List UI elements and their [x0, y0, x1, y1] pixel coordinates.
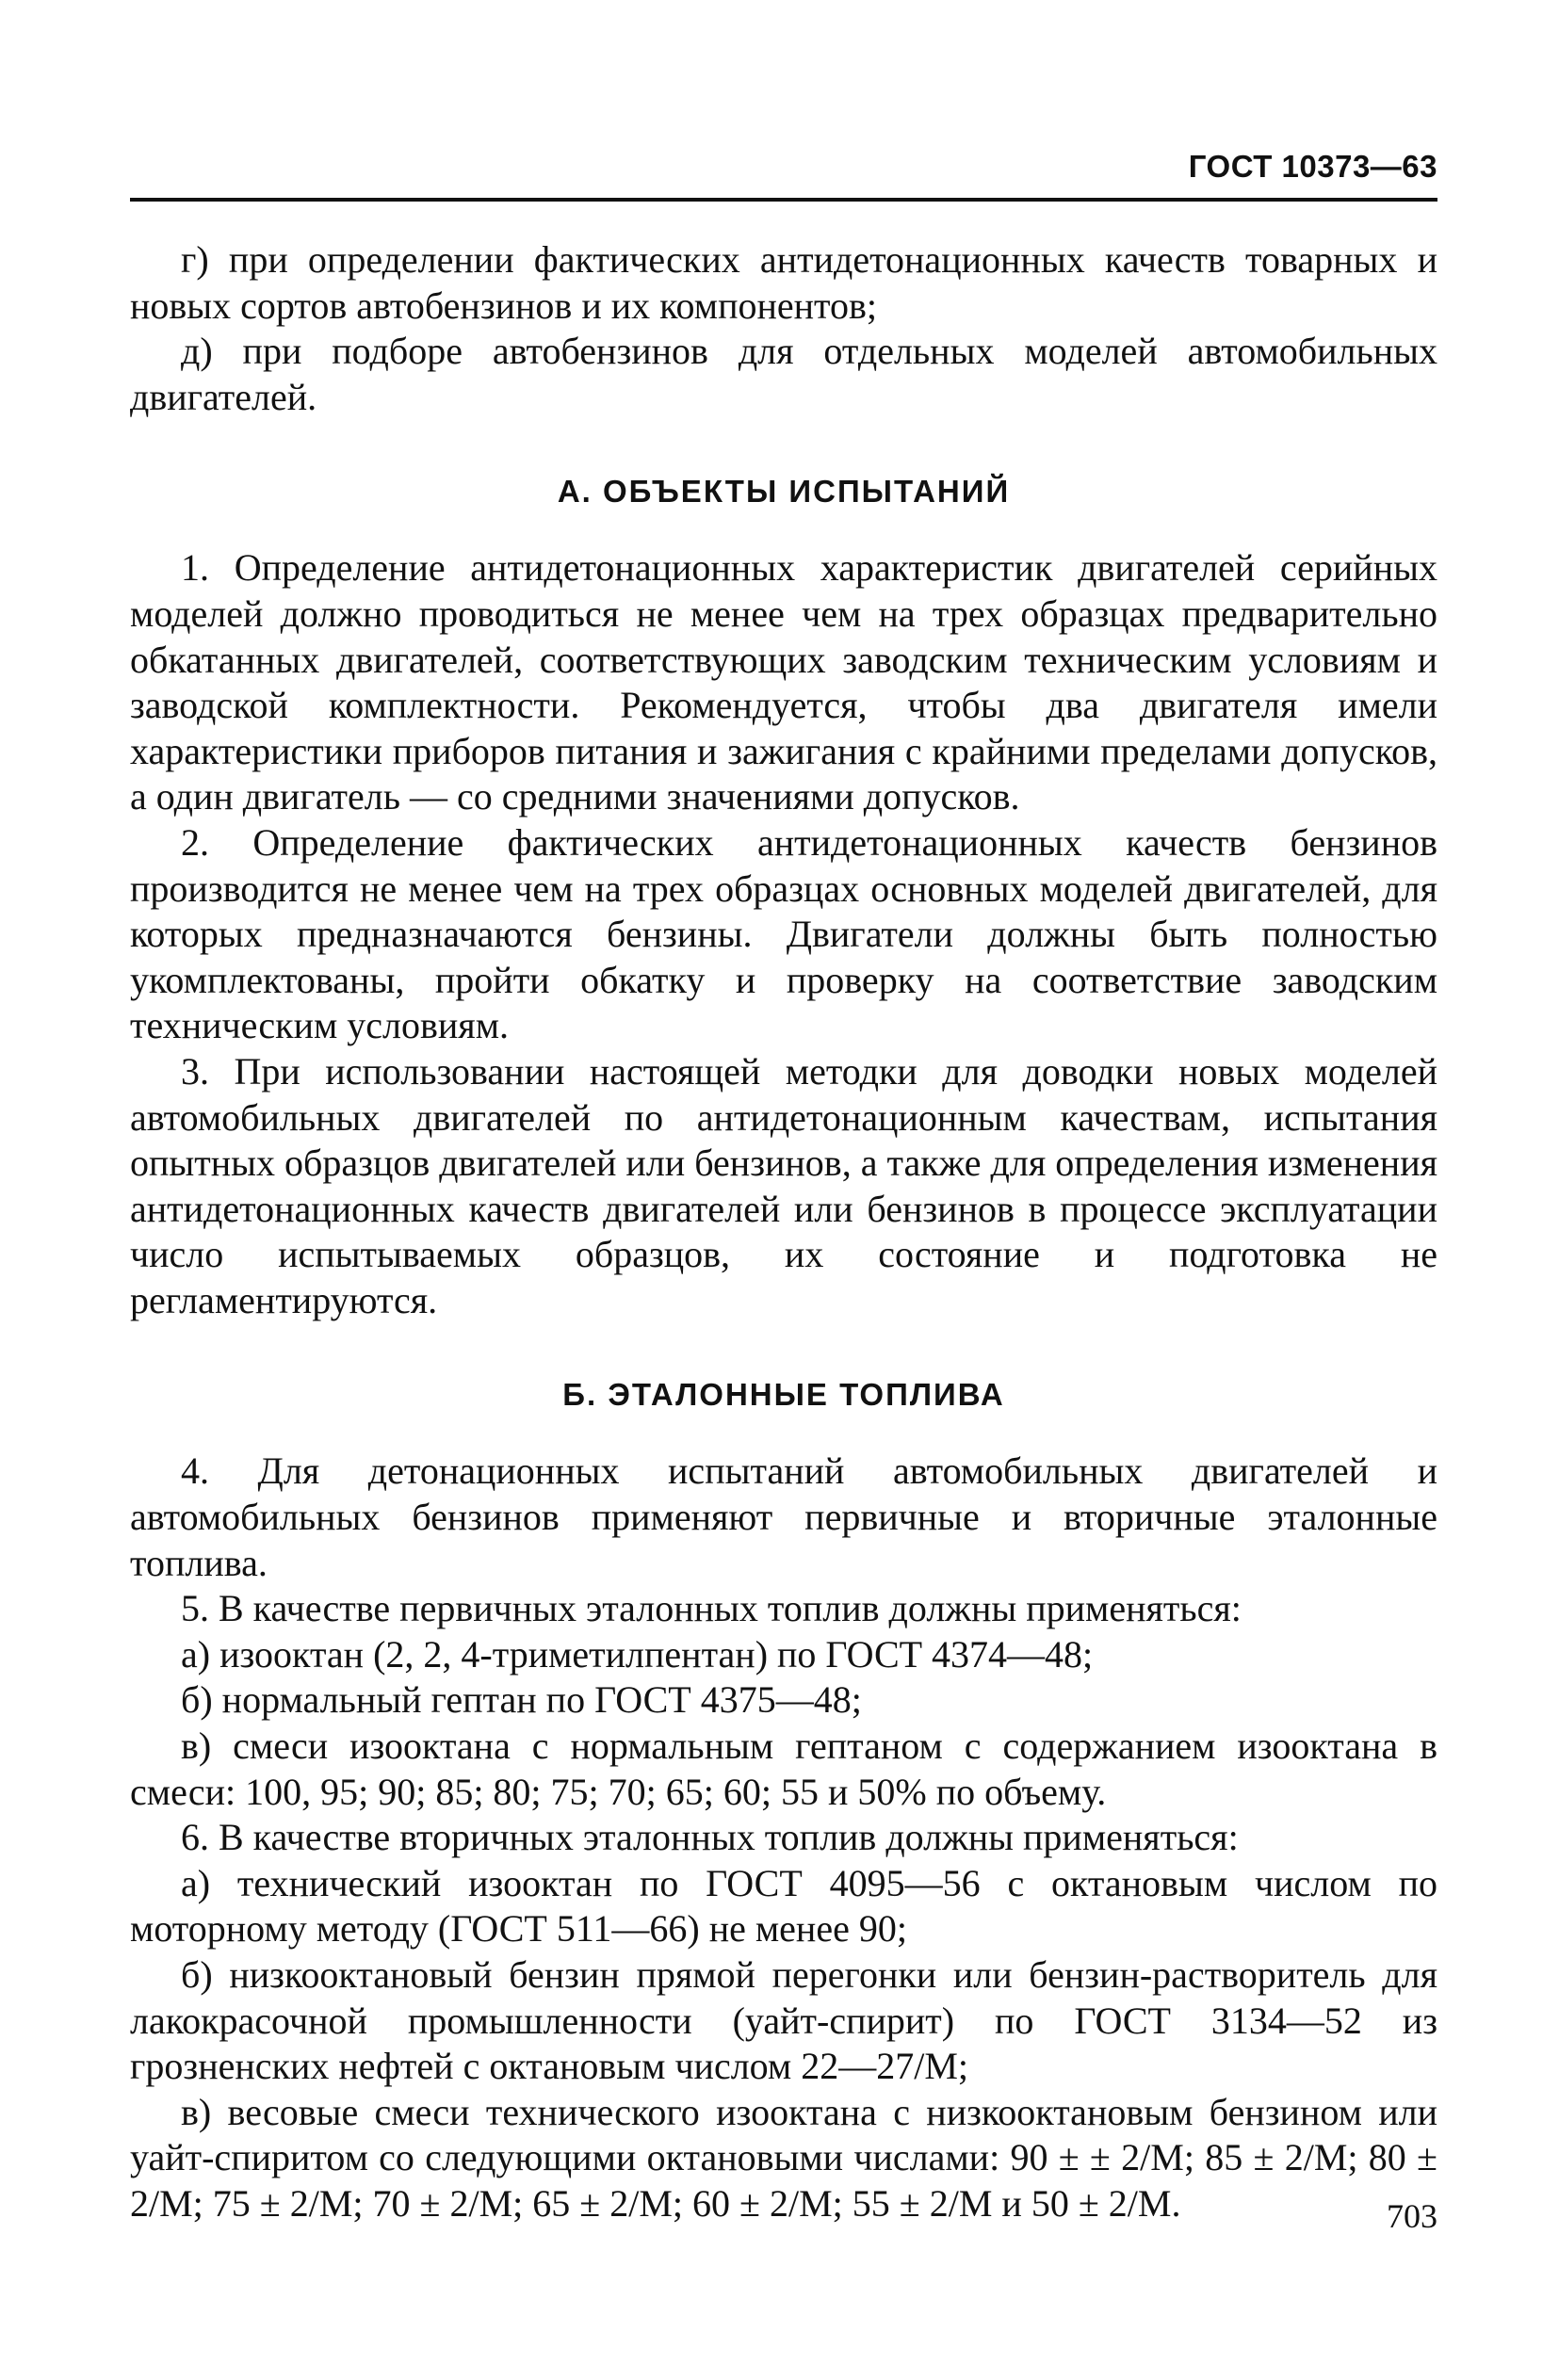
paragraph-5a: а) изооктан (2, 2, 4-триметилпентан) по ГОСТ 4374—48; [181, 1632, 1094, 1676]
paragraph-6a: а) технический изооктан по ГОСТ 4095—56 с октановым числом по моторному методу (ГОСТ 511—66) не менее 90; [130, 1861, 1437, 1951]
paragraph-2: 2. Определение фактических антидетонационных качеств бензинов производится не менее чем на трех образцах основных моделей двигателей, для которых предназначаются бензины. Двигатели должны быть полностью укомплектованы, пройти обкатку и проверку на соответствие заводским техническим условиям. [130, 820, 1437, 1047]
list-item-d: д) при подборе автобензинов для отдельных моделей автомобильных двигателей. [130, 330, 1437, 418]
paragraph-5: 5. В качестве первичных эталонных топлив должны применяться: [181, 1587, 1242, 1630]
document-header: ГОСТ 10373—63 [1188, 149, 1437, 184]
header-divider [130, 198, 1437, 202]
document-page [130, 0, 1437, 2380]
paragraph-5b: б) нормальный гептан по ГОСТ 4375—48; [181, 1678, 862, 1722]
document-body [130, 237, 1437, 2227]
paragraph-6b: б) низкооктановый бензин прямой перегонки или бензин-растворитель для лакокрасочной промышленности (уайт-спирит) по ГОСТ 3134—52 из грозненских нефтей с октановым числом 22—27/М; [130, 1953, 1437, 2088]
paragraph-5c: в) смеси изооктана с нормальным гептаном с содержанием изооктана в смеси: 100, 95; 90; 85; 80; 75; 70; 65; 60; 55 и 50% по объему. [130, 1724, 1437, 1813]
section-a-heading: А. ОБЪЕКТЫ ИСПЫТАНИЙ [557, 474, 1011, 510]
paragraph-6: 6. В качестве вторичных эталонных топлив должны применяться: [181, 1816, 1239, 1859]
list-item-g: г) при определении фактических антидетонационных качеств товарных и новых сортов автобензинов и их компонентов; [130, 238, 1437, 327]
paragraph-6c: в) весовые смеси технического изооктана с низкооктановым бензином или уайт-спиритом со следующими октановыми числами: 90 ± ± 2/М; 85 ± 2/М; 80 ± 2/М; 75 ± 2/М; 70 ± 2/М; 65 ± 2/М; 60 ± 2/М; 55 ± 2/М и 50 ± 2/М. [130, 2090, 1437, 2225]
paragraph-1: 1. Определение антидетонационных характеристик двигателей серийных моделей должно проводиться не менее чем на трех образцах предварительно обкатанных двигателей, соответствующих заводским техническим условиям и заводской комплектности. Рекомендуется, чтобы два двигателя имели характеристики приборов питания и зажигания с крайними пределами допусков, а один двигатель — со средними значениями допусков. [130, 546, 1437, 818]
section-b-heading: Б. ЭТАЛОННЫЕ ТОПЛИВА [562, 1377, 1005, 1413]
page-number: 703 [1387, 2197, 1437, 2235]
paragraph-3: 3. При использовании настоящей методки для доводки новых моделей автомобильных двигателей по антидетонационным качествам, испытания опытных образцов двигателей или бензинов, а также для определения изменения антидетонационных качеств двигателей или бензинов в процессе эксплуатации число испытываемых образцов, их состояние и подготовка не регламентируются. [130, 1049, 1437, 1321]
paragraph-4: 4. Для детонационных испытаний автомобильных двигателей и автомобильных бензинов применяют первичные и вторичные эталонные топлива. [130, 1449, 1437, 1584]
